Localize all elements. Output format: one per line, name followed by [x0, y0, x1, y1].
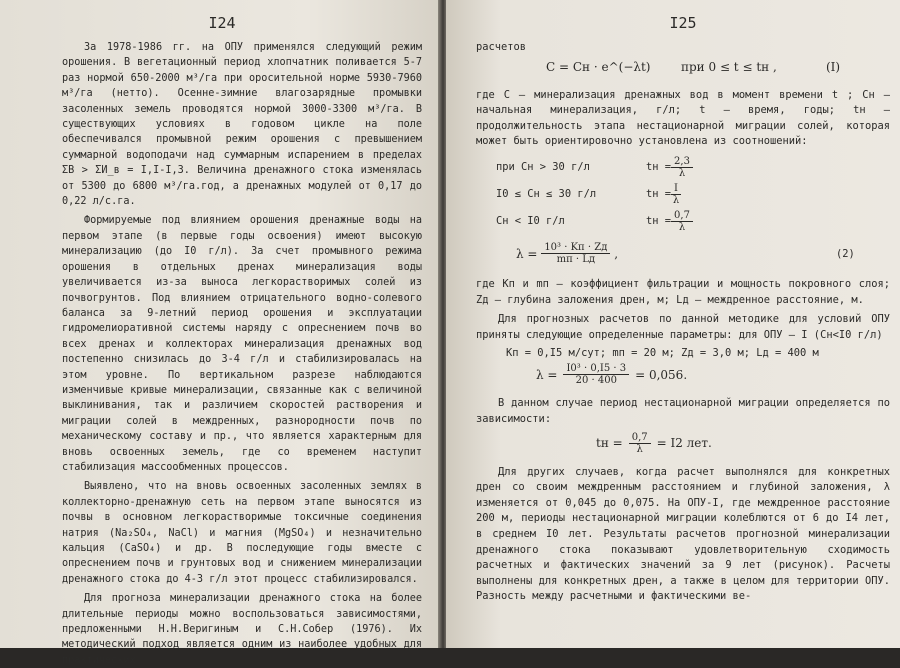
parameters-line: Kп = 0,I5 м/сут; mп = 20 м; Zд = 3,0 м; Lд = 400 м: [506, 347, 819, 360]
fraction-numerator: 2,3: [671, 156, 693, 168]
case-lhs: tн =: [646, 188, 672, 201]
tn-calc-lhs: tн =: [596, 436, 623, 451]
right-paragraph-2: где Kп и mп – коэффициент фильтрации и мощность покровного слоя; Zд – глубина заложения дрен, м; Lд – междренное расстояние, м.: [476, 277, 890, 306]
lambda-calc-result: = 0,056.: [635, 367, 688, 382]
lambda-fraction: [541, 242, 610, 265]
case-condition: Сн < I0 г/л: [496, 215, 565, 228]
case-lhs: tн =: [646, 161, 672, 174]
case-fraction: [671, 210, 693, 233]
right-page-number: I25: [669, 14, 697, 32]
fraction-numerator: I0³ · 0,I5 · 3: [563, 363, 629, 375]
fraction-numerator: 0,7: [629, 432, 651, 444]
lambda-lhs: λ =: [516, 246, 538, 261]
fraction-numerator: 0,7: [671, 210, 693, 222]
formula-1-condition: при 0 ≤ t ≤ tн ,: [681, 59, 777, 74]
lambda-calc-lhs: λ =: [536, 367, 558, 382]
lambda-formula: [516, 239, 890, 269]
tn-calculation: [596, 432, 890, 455]
case-fraction: [671, 183, 681, 206]
left-page-number: I24: [208, 14, 236, 32]
case-condition: I0 ≤ Сн ≤ 30 г/л: [496, 188, 597, 201]
fraction-numerator: 10³ · Kп · Zд: [541, 242, 610, 254]
case-condition: при Сн > 30 г/л: [496, 161, 590, 174]
tn-calc-fraction: [629, 432, 651, 455]
case-lhs: tн =: [646, 215, 672, 228]
left-paragraph-1: За 1978-1986 гг. на ОПУ применялся следующий режим орошения. В вегетационный период хлопчатник поливается 5-7 раз нормой 650-2000 м³/га при оросительной норме 5930-7960 м³/га (нетто). Осенне-зимние влагозарядные промывки засоленных земель проводятся нормой 3000-3300 м³/га. В существующих условиях в годовом цикле на поле обеспечивался промывной режим орошения с превышением суммарной водоподачи над суммарным испарением в пределах ΣВ > ΣИ_в = I,I-I,3. Величина дренажного стока изменялась от 5300 до 6800 м³/га.год, а дренажных модулей от 0,17 до 0,22 л/с.га.: [62, 42, 422, 208]
fraction-denominator: λ: [678, 221, 686, 233]
fraction-denominator: 20 · 400: [575, 375, 617, 387]
case-row: [496, 181, 890, 208]
right-paragraph-4: В данном случае период нестационарной миграции определяется по зависимости:: [476, 397, 890, 425]
formula-2-number: (2): [836, 247, 855, 260]
case-row: [496, 208, 890, 235]
lambda-tail: ,: [614, 246, 619, 261]
case-fraction: [671, 156, 693, 179]
right-paragraph-5: Для других случаев, когда расчет выполнялся для конкретных дрен со своим междренным расстоянием и глубиной заложения, λ изменяется от 0,045 до 0,075. На ОПУ-I, где междренное расстояние 200 м, периоды нестационарной миграции колеблются от 6 до I4 лет, в среднем I0 лет. Результаты расчетов прогнозной минерализации дренажного стока показывают удовлетворительную сходимость расчетных и фактических значений за 9 лет (рисунок). Расчеты выполнены для конкретных дрен, а также в целом для территории ОПУ. Разность между расчетными и фактическими ве-: [476, 465, 890, 603]
fraction-denominator: λ: [672, 194, 680, 206]
lambda-calc-fraction: [563, 363, 629, 386]
left-paragraph-2: Формируемые под влиянием орошения дренажные воды на первом этапе (в первые годы освоения) имеют высокую минерализацию (до I0 г/л). За счет промывного режима орошения в отдельных дренах минерализация воды увеличивается из-за выноса легкорастворимых солей из почвогрунтов. Под влиянием отрицательного водно-солевого баланса за 9-летний период орошения и эксплуатации гидромелиоративной системы наряду с опреснением почв во всех дренах и коллекторах минерализация дренажных вод постепенно снизилась до 3-4 г/л и стабилизировалась на этом уровне. По вертикальном разрезе наблюдаются изменчивые кривые минерализации, связанные как с величиной выклинивания, так и различием скоростей растворения и миграции солей в междренных, разнородности почв по механическому составу и пр., что является характерным для вновь освоенных земель, где со временем наступит стабилизация массообменных процессов.: [62, 215, 422, 473]
formula-1: [476, 60, 890, 82]
fraction-numerator: I: [671, 183, 681, 195]
right-intro: расчетов: [476, 41, 527, 53]
left-page: [0, 0, 440, 666]
right-paragraph-3: Для прогнозных расчетов по данной методике для условий ОПУ приняты следующие определенные параметры: для ОПУ – I (Сн<I0 г/л): [476, 313, 890, 341]
case-row: [496, 154, 890, 181]
right-page: [446, 0, 900, 648]
left-paragraph-4: Для прогноза минерализации дренажного стока на более длительные периоды можно воспользоваться зависимостями, предложенными Н.Н.Веригиным и С.Н.Собер (1976). Их методический подход является одним из наиболее удобных для практических: [62, 593, 422, 666]
formula-1-expression: C = Cн · e^(−λt): [546, 59, 651, 74]
tn-calc-result: = I2 лет.: [656, 436, 712, 451]
right-paragraph-1: где С – минерализация дренажных вод в момент времени t ; Сн – начальная минерализация, г/л; t – время, годы; tн – продолжительность этапа нестационарной миграции солей, которая может быть ориентировочно установлена из соотношений:: [476, 88, 890, 148]
tn-cases: [496, 154, 890, 235]
formula-1-number: (I): [826, 59, 841, 74]
lambda-calculation: [536, 363, 890, 386]
fraction-denominator: λ: [636, 443, 643, 455]
fraction-denominator: λ: [678, 167, 686, 179]
fraction-denominator: mп · Lд: [556, 254, 596, 266]
left-paragraph-3: Выявлено, что на вновь освоенных засоленных землях в коллекторно-дренажную сеть на первом этапе выносятся из почвы в основном легкорастворимые токсичные соединения натрия (Na₂SO₄, NaCl) и магния (MgSO₄) и незначительно кальция (CaSO₄) и др. В последующие годы вместе с опреснением почв и грунтовых вод и снижением минерализации дренажного стока до 4-3 г/л этот процесс стабилизировался.: [62, 481, 422, 585]
